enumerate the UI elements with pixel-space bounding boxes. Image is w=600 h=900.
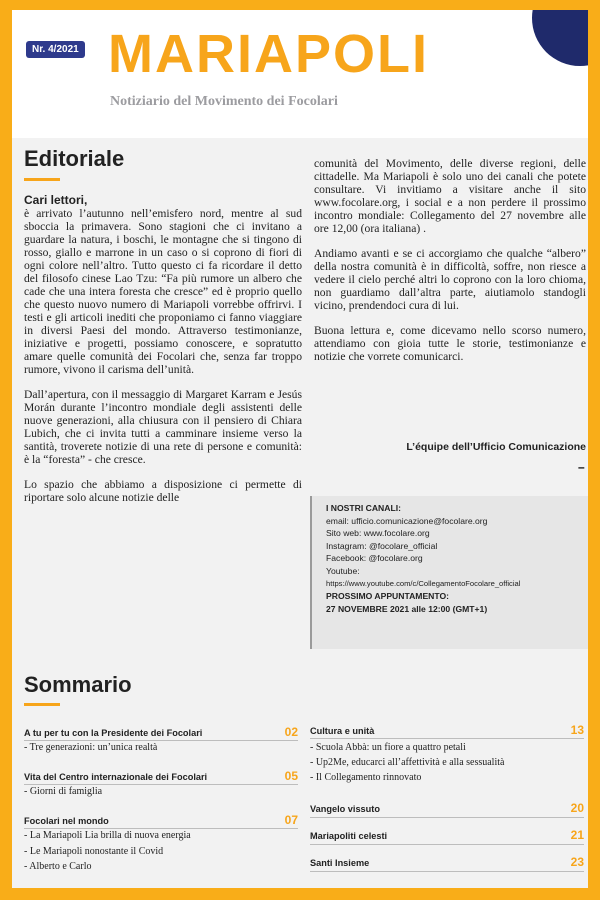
corner-decoration — [532, 10, 588, 66]
newsletter-title: MARIAPOLI — [108, 24, 429, 84]
toc-section-title[interactable]: Vita del Centro internazionale dei Focolari — [24, 772, 208, 782]
heading-underline — [24, 178, 60, 181]
toc-item[interactable]: - La Mariapoli Lia brilla di nuova energia — [24, 830, 191, 841]
editorial-paragraph: è arrivato l’autunno nell’emisfero nord, mentre al sud sboccia la primavera. Sono stagioni che ci invitano a guardare la natura, i boschi, le montagne che si tingono di rosso, giallo e marrone in un caso o si coprono di fiori di ogni colore nell’altro. Tutto questo ci fa ricordare il detto del filosofo cinese Lao Tzu: “Fa più rumore un albero che cade che una intera foresta che cresce” ed è proprio quello che questo nuovo numero di Mariapoli vorrebbe offrirvi. I testi e gli articoli inediti che proponiamo ci fanno viaggiare in diversi Paesi del mondo. Attraverso testimonianze, iniziative e progetti, possiamo conoscere, e sopratutto amare quelle comunità dei Focolari che, senza far troppo rumore, vivono il carisma dell’unità. — [24, 207, 302, 376]
toc-page-number[interactable]: 23 — [570, 855, 584, 869]
toc-section-title[interactable]: Mariapoliti celesti — [310, 831, 388, 841]
toc-page-number[interactable]: 21 — [570, 828, 584, 842]
editorial-paragraph: Andiamo avanti e se ci accorgiamo che qualche “albero” della nostra comunità è in difficoltà, soffre, non riesce a vedere il cielo perché altri lo coprono con la loro chioma, non guardiamo dall’altra parte, aiutiamolo standogli vicino, prendendoci cura di lui. — [314, 247, 586, 312]
toc-page-number[interactable]: 05 — [284, 769, 298, 783]
toc-divider — [310, 871, 584, 872]
toc-section-title[interactable]: Cultura e unità — [310, 726, 375, 736]
signature-dash: – — [578, 460, 585, 474]
editorial-paragraph: Dall’apertura, con il messaggio di Margaret Karram e Jesús Morán durante l’incontro mondiale degli assistenti delle nuove generazioni, alla chiusura con il pensiero di Chiara Lubich, che ci invita tutti a camminare insieme verso la santità, troverete notizie di una rete di persone e comunità: è la “foresta” - che cresce. — [24, 388, 302, 466]
next-event-date: 27 NOVEMBRE 2021 alle 12:00 (GMT+1) — [326, 603, 488, 614]
toc-divider — [24, 784, 298, 785]
website-link[interactable]: Sito web: www.focolare.org — [326, 528, 430, 539]
masthead — [12, 10, 588, 138]
toc-item[interactable]: - Alberto e Carlo — [24, 861, 92, 872]
toc-item[interactable]: - Up2Me, educarci all’affettività e alla sessualità — [310, 757, 505, 768]
youtube-link[interactable]: https://www.youtube.com/c/CollegamentoFocolare_official — [326, 578, 521, 588]
toc-divider — [310, 817, 584, 818]
toc-item[interactable]: - Il Collegamento rinnovato — [310, 772, 422, 783]
heading-underline — [24, 703, 60, 706]
editorial-paragraph: Lo spazio che abbiamo a disposizione ci permette di riportare solo alcune notizie delle — [24, 478, 302, 504]
toc-page-number[interactable]: 07 — [284, 813, 298, 827]
content-area — [12, 138, 588, 888]
editorial-paragraph: Buona lettura e, come dicevamo nello scorso numero, attendiamo con gioia tutte le storie, testimonianze e notizie che vorrete comunicarci. — [314, 324, 586, 363]
next-event-label: PROSSIMO APPUNTAMENTO: — [326, 591, 450, 602]
channels-heading: I NOSTRI CANALI: — [326, 503, 401, 513]
toc-page-number[interactable]: 13 — [570, 723, 584, 737]
toc-item[interactable]: - Tre generazioni: un’unica realtà — [24, 742, 158, 753]
toc-divider — [24, 740, 298, 741]
toc-item[interactable]: - Giorni di famiglia — [24, 786, 103, 797]
newsletter-subtitle: Notiziario del Movimento dei Focolari — [110, 94, 338, 109]
email-link[interactable]: email: ufficio.comunicazione@focolare.org — [326, 515, 488, 526]
toc-item[interactable]: - Le Mariapoli nonostante il Covid — [24, 846, 164, 857]
toc-page-number[interactable]: 02 — [284, 725, 298, 739]
toc-section-title[interactable]: Focolari nel mondo — [24, 816, 109, 826]
toc-divider — [310, 844, 584, 845]
youtube-label: Youtube: — [326, 565, 360, 576]
editorial-paragraph: comunità del Movimento, delle diverse regioni, delle cittadelle. Ma Mariapoli è solo uno dei canali che potete consultare. Vi invitiamo a visitare anche il sito www.focolare.org, i social e a non perdere il prossimo incontro mondiale: Collegamento del 27 novembre alle ore 12,00 (ora italiana) . — [314, 157, 586, 235]
editorial-right-column — [314, 157, 586, 375]
toc-page-number[interactable]: 20 — [570, 801, 584, 815]
toc-section-title[interactable]: Vangelo vissuto — [310, 804, 380, 814]
toc-section-title[interactable]: Santi Insieme — [310, 858, 370, 868]
channels-box — [310, 496, 588, 649]
instagram-link[interactable]: Instagram: @focolare_official — [326, 540, 438, 551]
summary-heading: Sommario — [24, 672, 132, 697]
newsletter-page — [12, 10, 588, 888]
toc-divider — [24, 828, 298, 829]
editorial-signature: L’équipe dell’Ufficio Comunicazione — [406, 441, 586, 453]
toc-item[interactable]: - Scuola Abbà: un fiore a quattro petali — [310, 742, 466, 753]
facebook-link[interactable]: Facebook: @focolare.org — [326, 553, 423, 564]
editorial-left-column — [24, 194, 302, 516]
greeting: Cari lettori, — [24, 193, 88, 207]
toc-section-title[interactable]: A tu per tu con la Presidente dei Focolari — [24, 728, 203, 738]
toc-divider — [310, 738, 584, 739]
editorial-heading: Editoriale — [24, 146, 125, 171]
issue-badge: Nr. 4/2021 — [26, 41, 85, 58]
